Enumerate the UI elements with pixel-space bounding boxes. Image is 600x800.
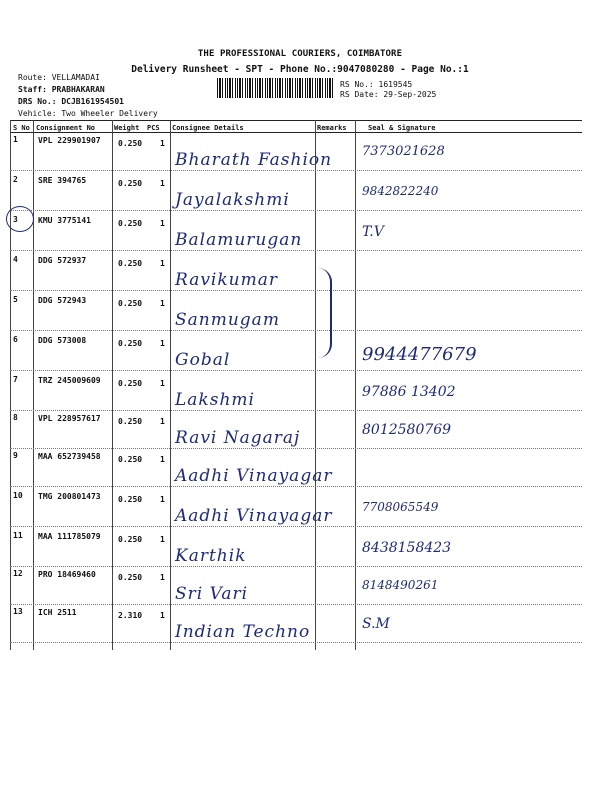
row-signature-handwritten: 9944477679: [362, 344, 477, 365]
col-sep: [170, 120, 171, 650]
col-header-sno: S No: [13, 124, 30, 132]
col-header-consignee: Consignee Details: [172, 124, 244, 132]
row-weight: 0.250: [118, 495, 143, 504]
row-pcs: 1: [160, 219, 165, 228]
row-weight: 0.250: [118, 535, 143, 544]
row-divider: [10, 604, 582, 605]
col-sep: [112, 120, 113, 650]
row-sno: 8: [13, 413, 18, 422]
row-weight: 0.250: [118, 573, 143, 582]
row-consignment-no: DDG 573008: [38, 336, 87, 345]
row-pcs: 1: [160, 139, 165, 148]
row-divider: [10, 642, 582, 643]
row-divider: [10, 526, 582, 527]
row-consignment-no: TRZ 245009609: [38, 376, 101, 385]
brace-mark: [318, 268, 332, 358]
row-consignee-handwritten: Ravi Nagaraj: [175, 428, 301, 448]
row-divider: [10, 448, 582, 449]
row-consignee-handwritten: Ravikumar: [175, 270, 278, 290]
row-weight: 0.250: [118, 379, 143, 388]
row-signature-handwritten: 97886 13402: [362, 384, 456, 400]
col-header-weight: Weight: [114, 124, 140, 132]
row-sno: 7: [13, 375, 18, 384]
row-divider: [10, 566, 582, 567]
col-sep: [10, 120, 11, 650]
row-divider: [10, 290, 582, 291]
row-pcs: 1: [160, 455, 165, 464]
row-signature-handwritten: 8012580769: [362, 422, 452, 438]
row-signature-handwritten: 8438158423: [362, 540, 452, 556]
row-divider: [10, 210, 582, 211]
runsheet-title: THE PROFESSIONAL COURIERS, COIMBATORE: [197, 49, 403, 59]
row-sno: 13: [13, 607, 23, 616]
row-divider: [10, 330, 582, 331]
row-sno: 1: [13, 135, 18, 144]
row-pcs: 1: [160, 179, 165, 188]
rs-date: RS Date: 29-Sep-2025: [340, 90, 437, 99]
row-consignment-no: TMG 200801473: [38, 492, 101, 501]
row-consignee-handwritten: Jayalakshmi: [175, 190, 290, 210]
table-header-bottom-line: [10, 132, 582, 133]
col-header-pcs: PCS: [147, 124, 160, 132]
row-consignment-no: VPL 229901907: [38, 136, 101, 145]
barcode: [217, 78, 335, 98]
row-sno: 12: [13, 569, 23, 578]
row-consignee-handwritten: Indian Techno: [175, 622, 311, 642]
row-divider: [10, 486, 582, 487]
row-sno: 11: [13, 531, 23, 540]
row-consignment-no: ICH 2511: [38, 608, 77, 617]
row-consignee-handwritten: Aadhi Vinayagar: [175, 506, 333, 526]
row-weight: 0.250: [118, 259, 143, 268]
row-consignee-handwritten: Balamurugan: [175, 230, 303, 250]
row-pcs: 1: [160, 611, 165, 620]
row-sno: 9: [13, 451, 18, 460]
row-sno: 10: [13, 491, 23, 500]
route-info: Route: VELLAMADAI: [18, 73, 100, 82]
row-signature-handwritten: T.V: [362, 224, 384, 240]
row-weight: 0.250: [118, 179, 143, 188]
row-sno: 6: [13, 335, 18, 344]
row-pcs: 1: [160, 299, 165, 308]
row-signature-handwritten: S.M: [362, 616, 390, 632]
row-consignment-no: DDG 572943: [38, 296, 87, 305]
row-consignment-no: DDG 572937: [38, 256, 87, 265]
col-sep: [315, 120, 316, 650]
row-pcs: 1: [160, 495, 165, 504]
row-consignee-handwritten: Sanmugam: [175, 310, 280, 330]
row-consignee-handwritten: Karthik: [175, 546, 247, 566]
row-pcs: 1: [160, 259, 165, 268]
row-weight: 0.250: [118, 219, 143, 228]
row-divider: [10, 250, 582, 251]
col-sep: [33, 120, 34, 650]
row-consignment-no: VPL 228957617: [38, 414, 101, 423]
row-weight: 0.250: [118, 417, 143, 426]
col-header-signature: Seal & Signature: [368, 124, 436, 132]
vehicle-info: Vehicle: Two Wheeler Delivery: [18, 109, 158, 118]
col-header-remarks: Remarks: [317, 124, 347, 132]
row-divider: [10, 410, 582, 411]
row-consignment-no: KMU 3775141: [38, 216, 91, 225]
row-3-circle-mark: [6, 206, 34, 232]
rs-number: RS No.: 1619545: [340, 80, 413, 89]
row-consignee-handwritten: Lakshmi: [175, 390, 255, 410]
runsheet-subtitle: Delivery Runsheet - SPT - Phone No.:9047080280 - Page No.:1: [131, 64, 469, 75]
row-pcs: 1: [160, 573, 165, 582]
col-sep: [355, 120, 356, 650]
row-pcs: 1: [160, 417, 165, 426]
row-weight: 0.250: [118, 139, 143, 148]
row-pcs: 1: [160, 379, 165, 388]
row-sno: 4: [13, 255, 18, 264]
row-sno: 3: [13, 215, 18, 224]
row-weight: 0.250: [118, 299, 143, 308]
row-weight: 0.250: [118, 339, 143, 348]
row-consignee-handwritten: Bharath Fashion: [175, 150, 333, 170]
row-consignment-no: MAA 652739458: [38, 452, 101, 461]
row-consignment-no: SRE 394765: [38, 176, 87, 185]
col-header-consignment: Consignment No: [36, 124, 96, 132]
row-weight: 0.250: [118, 455, 143, 464]
row-consignment-no: PRO 18469460: [38, 570, 96, 579]
row-consignee-handwritten: Aadhi Vinayagar: [175, 466, 333, 486]
row-divider: [10, 370, 582, 371]
row-sno: 5: [13, 295, 18, 304]
row-signature-handwritten: 9842822240: [362, 184, 439, 198]
row-consignment-no: MAA 111785079: [38, 532, 101, 541]
row-weight: 2.310: [118, 611, 143, 620]
drs-number: DRS No.: DCJB161954501: [18, 97, 124, 106]
table-top-line: [10, 120, 582, 121]
staff-info: Staff: PRABHAKARAN: [18, 85, 105, 94]
row-sno: 2: [13, 175, 18, 184]
row-signature-handwritten: 8148490261: [362, 578, 439, 592]
row-pcs: 1: [160, 339, 165, 348]
row-consignee-handwritten: Sri Vari: [175, 584, 249, 604]
row-pcs: 1: [160, 535, 165, 544]
row-signature-handwritten: 7373021628: [362, 144, 445, 159]
row-consignee-handwritten: Gobal: [175, 350, 231, 370]
row-divider: [10, 170, 582, 171]
row-signature-handwritten: 7708065549: [362, 500, 439, 514]
